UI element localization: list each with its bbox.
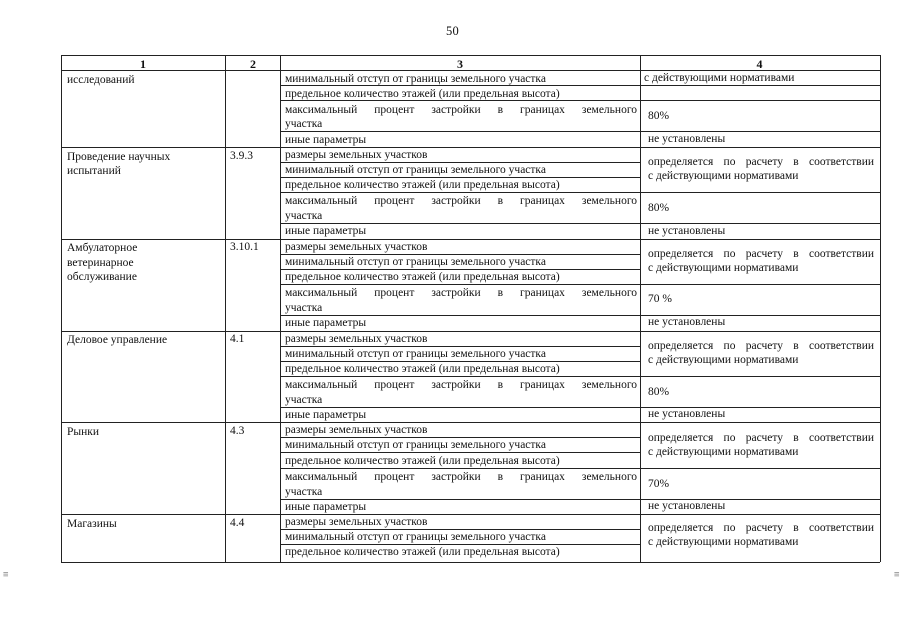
group-code: 4.1 (230, 333, 245, 345)
group-name: Рынки (67, 426, 100, 438)
param-max-percent-cont: участка (285, 486, 323, 498)
value-calc: определяется по расчету в соответствии (648, 432, 874, 444)
group-name-line-3: обслуживание (67, 271, 137, 283)
value-not-set: не установлены (648, 408, 726, 420)
param-row-divider (280, 131, 640, 132)
table-border-left (61, 55, 62, 562)
value-row-divider (640, 85, 880, 86)
param-row-divider (280, 346, 640, 347)
param-max-percent: максимальный процент застройки в границах земельного (285, 287, 637, 299)
param-row-divider (280, 499, 640, 500)
param-row-divider (280, 254, 640, 255)
value-calc-cont: с действующими нормативами (648, 262, 799, 274)
param-other: иные параметры (285, 409, 367, 421)
group-code: 3.9.3 (230, 150, 253, 162)
table-border-top (61, 55, 880, 56)
page-number: 50 (445, 24, 460, 38)
param-other: иные параметры (285, 317, 367, 329)
value-row-divider (640, 100, 880, 101)
param-max-percent-cont: участка (285, 302, 323, 314)
param-row-divider (280, 452, 640, 453)
param-sizes: размеры земельных участков (285, 424, 428, 436)
group-name: Амбулаторное (67, 242, 138, 254)
value-row-divider (640, 131, 880, 132)
param-max-percent-cont: участка (285, 394, 323, 406)
value-row-divider (640, 223, 880, 224)
param-min-offset: минимальный отступ от границы земельного участка (285, 256, 546, 268)
group-divider (61, 514, 880, 515)
param-floors: предельное количество этажей (или предельная высота) (285, 179, 560, 191)
value-row-divider (640, 468, 880, 469)
value-max-percent: 70 % (648, 293, 672, 305)
param-row-divider (280, 376, 640, 377)
param-row-divider (280, 544, 640, 545)
header-col-2: 2 (250, 57, 256, 71)
value-calc-cont: с действующими нормативами (648, 354, 799, 366)
group-name: Проведение научных (67, 151, 171, 163)
value-calc: определяется по расчету в соответствии (648, 156, 874, 168)
value-calc-cont: с действующими нормативами (648, 170, 799, 182)
value-calc: определяется по расчету в соответствии (648, 522, 874, 534)
group-divider (61, 239, 880, 240)
value-calc: определяется по расчету в соответствии (648, 340, 874, 352)
value-calc-cont: с действующими нормативами (644, 72, 795, 84)
param-row-divider (280, 468, 640, 469)
value-row-divider (640, 376, 880, 377)
table-border-right (880, 55, 881, 562)
param-min-offset: минимальный отступ от границы земельного участка (285, 439, 546, 451)
param-row-divider (280, 284, 640, 285)
param-sizes: размеры земельных участков (285, 149, 428, 161)
scan-edge-mark-left: ≡ (3, 570, 9, 580)
param-max-percent: максимальный процент застройки в границах земельного (285, 195, 637, 207)
param-min-offset: минимальный отступ от границы земельного участка (285, 531, 546, 543)
header-col-1: 1 (140, 57, 146, 71)
param-min-offset: минимальный отступ от границы земельного участка (285, 348, 546, 360)
param-other: иные параметры (285, 134, 367, 146)
value-max-percent: 80% (648, 386, 670, 398)
param-row-divider (280, 361, 640, 362)
scan-edge-mark-right: ≡ (894, 570, 900, 580)
param-row-divider (280, 529, 640, 530)
param-floors: предельное количество этажей (или предельная высота) (285, 88, 560, 100)
value-max-percent: 80% (648, 202, 670, 214)
param-max-percent-cont: участка (285, 210, 323, 222)
param-row-divider (280, 100, 640, 101)
param-min-offset: минимальный отступ от границы земельного участка (285, 164, 546, 176)
header-col-4: 4 (756, 57, 763, 71)
group-divider (61, 331, 880, 332)
param-sizes: размеры земельных участков (285, 333, 428, 345)
param-row-divider (280, 407, 640, 408)
param-row-divider (280, 192, 640, 193)
value-row-divider (640, 192, 880, 193)
group-code: 4.4 (230, 517, 245, 529)
param-row-divider (280, 177, 640, 178)
column-divider (225, 55, 226, 562)
value-not-set: не установлены (648, 225, 726, 237)
value-calc: определяется по расчету в соответствии (648, 248, 874, 260)
group-code: 3.10.1 (230, 241, 259, 253)
param-row-divider (280, 223, 640, 224)
table-border-bottom (61, 562, 880, 563)
param-row-divider (280, 437, 640, 438)
value-row-divider (640, 284, 880, 285)
group-name-line-2: испытаний (67, 165, 121, 177)
param-sizes: размеры земельных участков (285, 241, 428, 253)
group-name: Деловое управление (67, 334, 168, 346)
param-max-percent-cont: участка (285, 118, 323, 130)
param-row-divider (280, 269, 640, 270)
value-not-set: не установлены (648, 500, 726, 512)
param-floors: предельное количество этажей (или предельная высота) (285, 546, 560, 558)
value-not-set: не установлены (648, 133, 726, 145)
value-max-percent: 80% (648, 110, 670, 122)
param-floors: предельное количество этажей (или предельная высота) (285, 363, 560, 375)
param-row-divider (280, 315, 640, 316)
param-min-offset: минимальный отступ от границы земельного участка (285, 73, 546, 85)
value-not-set: не установлены (648, 316, 726, 328)
param-max-percent: максимальный процент застройки в границах земельного (285, 471, 637, 483)
param-max-percent: максимальный процент застройки в границах земельного (285, 379, 637, 391)
param-row-divider (280, 162, 640, 163)
param-other: иные параметры (285, 501, 367, 513)
param-row-divider (280, 85, 640, 86)
value-calc-cont: с действующими нормативами (648, 536, 799, 548)
param-sizes: размеры земельных участков (285, 516, 428, 528)
param-max-percent: максимальный процент застройки в границах земельного (285, 104, 637, 116)
group-name-line-2: ветеринарное (67, 257, 134, 269)
group-name: Магазины (67, 518, 117, 530)
value-max-percent: 70% (648, 478, 670, 490)
group-code: 4.3 (230, 425, 245, 437)
group-name: исследований (67, 74, 135, 86)
header-col-3: 3 (457, 57, 463, 71)
param-other: иные параметры (285, 225, 367, 237)
group-divider (61, 147, 880, 148)
param-floors: предельное количество этажей (или предельная высота) (285, 271, 560, 283)
group-divider (61, 422, 880, 423)
value-calc-cont: с действующими нормативами (648, 446, 799, 458)
param-floors: предельное количество этажей (или предельная высота) (285, 455, 560, 467)
